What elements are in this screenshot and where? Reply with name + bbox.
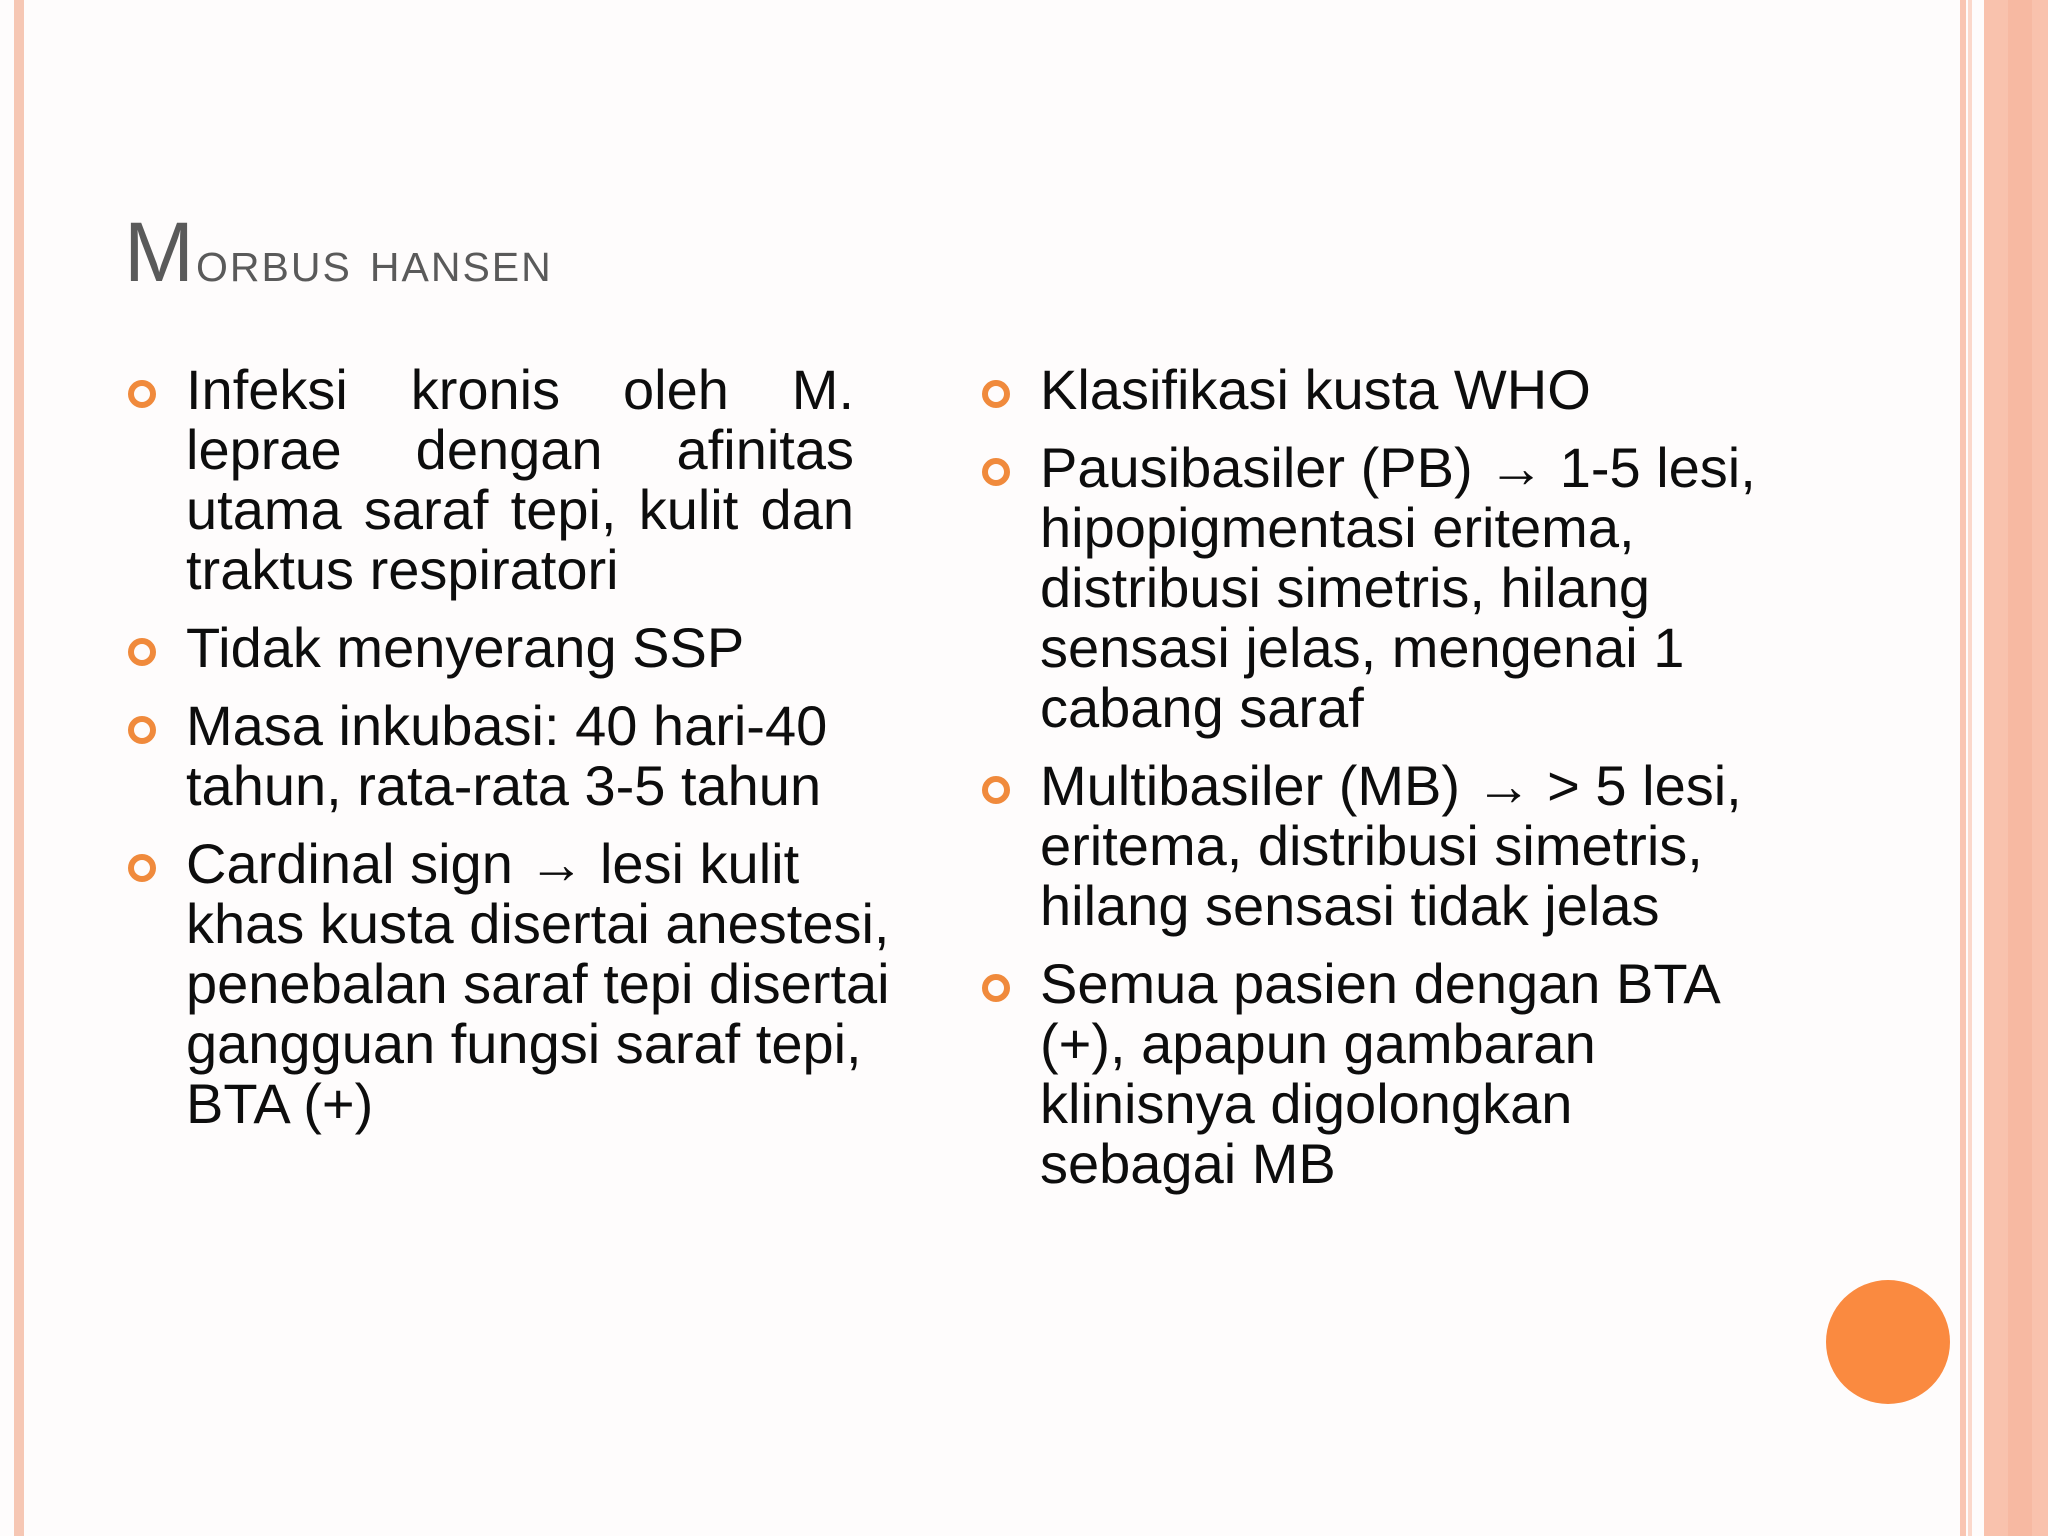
list-item-text: Semua pasien dengan BTA (+), apapun gambaran klinisnya digolongkan sebagai MB	[1040, 952, 1718, 1195]
list-item	[978, 360, 1838, 420]
bullet-ring-icon	[982, 974, 1010, 1002]
list-item-text: Tidak menyerang SSP	[186, 616, 745, 679]
left-border-decoration	[14, 0, 24, 1536]
right-stripe-decoration	[1960, 0, 1966, 1536]
bullet-ring-icon	[128, 854, 156, 882]
list-item-text: Masa inkubasi: 40 hari-40 tahun, rata-rata 3-5 tahun	[186, 694, 828, 817]
bullet-ring-icon	[982, 380, 1010, 408]
list-item	[124, 696, 916, 816]
list-item-text: Multibasiler (MB) → > 5 lesi, eritema, distribusi simetris, hilang sensasi tidak jelas	[1040, 754, 1742, 937]
slide-title-rest: orbus hansen	[195, 229, 553, 294]
slide-title	[124, 205, 553, 299]
list-item	[978, 954, 1780, 1194]
list-item	[978, 756, 1760, 936]
decorative-orange-circle	[1826, 1280, 1950, 1404]
right-bullet-list	[978, 360, 1838, 1212]
right-stripe-decoration-2	[1968, 0, 1972, 1536]
bullet-ring-icon	[128, 380, 156, 408]
list-item-text: Infeksi kronis oleh M. leprae dengan afinitas utama saraf tepi, kulit dan traktus respiratori	[186, 358, 854, 601]
list-item-text: Pausibasiler (PB) → 1-5 lesi, hipopigmentasi eritema, distribusi simetris, hilang sensasi jelas, mengenai 1 cabang saraf	[1040, 436, 1756, 739]
list-item	[978, 438, 1760, 738]
slide-title-initial: M	[124, 205, 196, 299]
list-item-text: Cardinal sign → lesi kulit khas kusta disertai anestesi, penebalan saraf tepi disertai gangguan fungsi saraf tepi, BTA (+)	[186, 832, 890, 1135]
left-bullet-list	[124, 360, 904, 1152]
list-item	[124, 618, 904, 678]
bullet-ring-icon	[128, 638, 156, 666]
bullet-ring-icon	[982, 776, 1010, 804]
list-item	[124, 360, 854, 600]
right-panel-inner-decoration	[2008, 0, 2032, 1536]
bullet-ring-icon	[128, 716, 156, 744]
bullet-ring-icon	[982, 458, 1010, 486]
list-item	[124, 834, 904, 1134]
list-item-text: Klasifikasi kusta WHO	[1040, 358, 1591, 421]
